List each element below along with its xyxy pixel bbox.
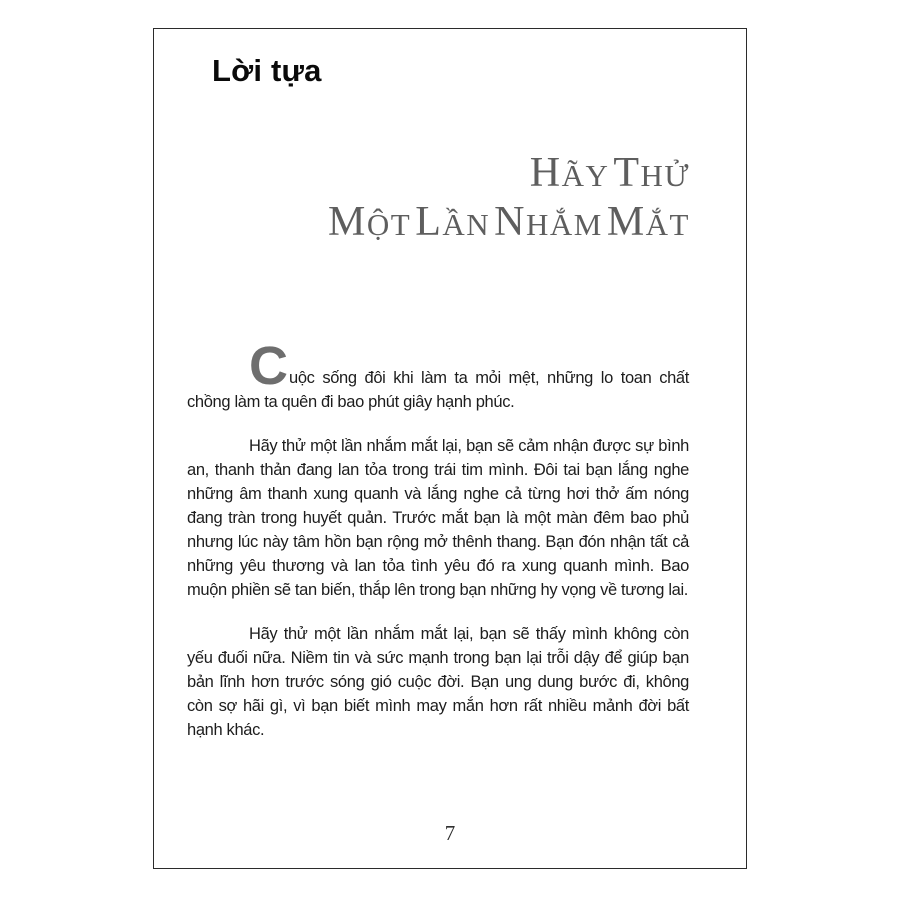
paragraph-1 [187, 336, 689, 414]
chapter-title-line-1: HÃY THỬ [529, 150, 690, 196]
paragraph-2: Hãy thử một lần nhắm mắt lại, bạn sẽ cảm nhận được sự bình an, thanh thản đang lan tỏa trong trái tim mình. Đôi tai bạn lắng nghe những âm thanh xung quanh và lắng nghe cả từng hơi thở ấm nóng đang tràn trong huyết quản. Trước mắt bạn là một màn đêm bao phủ nhưng lúc này tâm hồn bạn rộng mở thênh thang. Bạn đón nhận tất cả những yêu thương và lan tỏa tình yêu đó ra xung quanh mình. Bao muộn phiền sẽ tan biến, thắp lên trong bạn những hy vọng về tương lai. [187, 437, 689, 599]
preface-heading: Lời tựa [212, 53, 322, 88]
book-page [153, 28, 747, 869]
chapter-title [328, 150, 690, 251]
page-number: 7 [444, 821, 456, 845]
paragraph-1-text: uộc sống đôi khi làm ta mỏi mệt, những lo toan chất chồng làm ta quên đi bao phút giây hạnh phúc. [187, 369, 689, 411]
drop-cap: C [249, 336, 288, 396]
paragraph-3: Hãy thử một lần nhắm mắt lại, bạn sẽ thấy mình không còn yếu đuối nữa. Niềm tin và sức mạnh trong bạn lại trỗi dậy để giúp bạn bản lĩnh hơn trước sóng gió cuộc đời. Bạn ung dung bước đi, không còn sợ hãi gì, vì bạn biết mình may mắn hơn rất nhiều mảnh đời bất hạnh khác. [187, 625, 689, 739]
chapter-title-line-2: MỘT LẦN NHẮM MẮT [328, 199, 690, 245]
body-text [187, 336, 689, 742]
